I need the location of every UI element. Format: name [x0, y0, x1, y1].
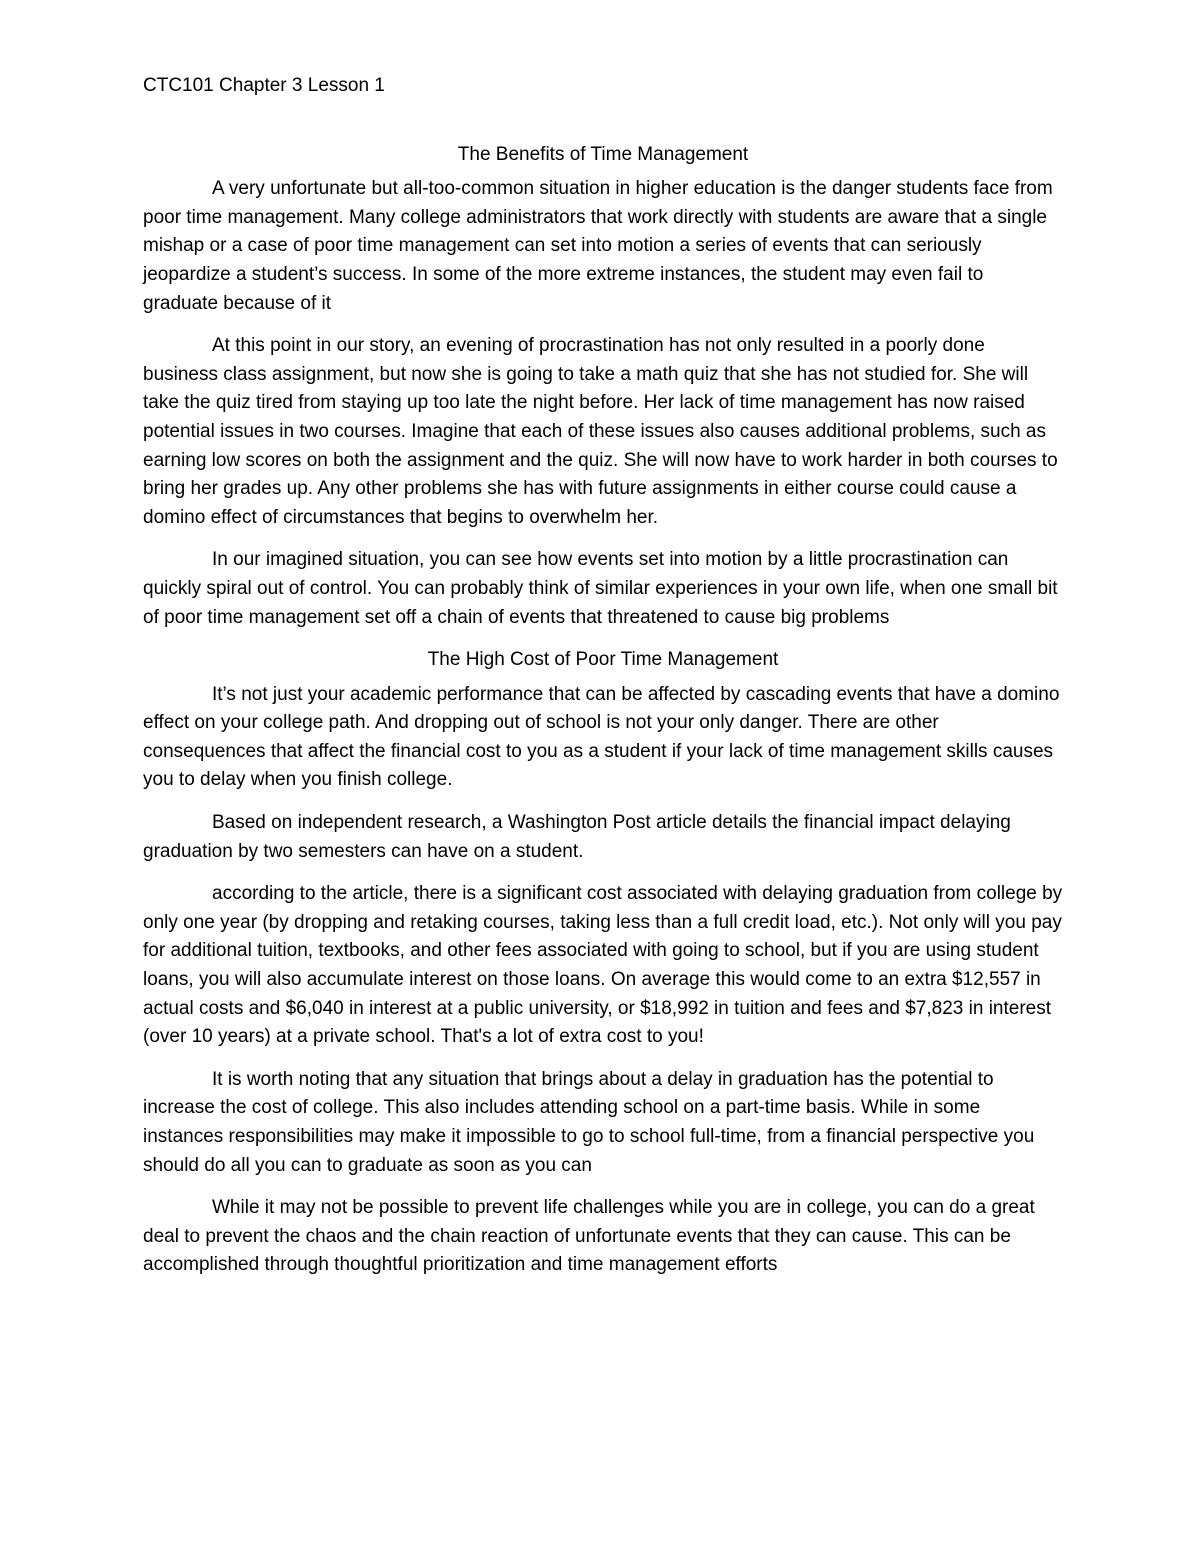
paragraph-research: Based on independent research, a Washington Post article details the financial impact delaying graduation by two semesters can have on a student. [143, 812, 1011, 862]
page-header: CTC101 Chapter 3 Lesson 1 [143, 75, 385, 96]
document-body [143, 72, 1063, 1294]
paragraph-academic-performance: It’s not just your academic performance that can be affected by cascading events that have a domino effect on your college path. And dropping out of school is not your only danger. There are other consequences that affect the financial cost to you as a student if your lack of time management skills causes you to delay when you finish college. [143, 683, 1060, 791]
paragraph-imagined-situation: In our imagined situation, you can see how events set into motion by a little procrastination can quickly spiral out of control. You can probably think of similar experiences in your own life, when one small bit of poor time management set off a chain of events that threatened to cause big problems [143, 549, 1058, 628]
paragraph-story: At this point in our story, an evening of procrastination has not only resulted in a poorly done business class assignment, but now she is going to take a math quiz that she has not studied for. She will take the quiz tired from staying up too late the night before. Her lack of time management has now raised potential issues in two courses. Imagine that each of these issues also causes additional problems, such as earning low scores on both the assignment and the quiz. She will now have to work harder in both courses to bring her grades up. Any other problems she has with future assignments in either course could cause a domino effect of circumstances that begins to overwhelm her. [143, 335, 1058, 528]
paragraph-conclusion: While it may not be possible to prevent life challenges while you are in college, you can do a great deal to prevent the chaos and the chain reaction of unfortunate events that they can cause. This can be accomplished through thoughtful prioritization and time management efforts [143, 1197, 1035, 1276]
section-heading: The High Cost of Poor Time Management [427, 649, 779, 671]
paragraph-delay-cost: It is worth noting that any situation that brings about a delay in graduation has the potential to increase the cost of college. This also includes attending school on a part-time basis. While in some instances responsibilities may make it impossible to go to school full-time, from a financial perspective you should do all you can to graduate as soon as you can [143, 1068, 1035, 1176]
paragraph-intro: A very unfortunate but all-too-common situation in higher education is the danger students face from poor time management. Many college administrators that work directly with students are aware that a single mishap or a case of poor time management can set into motion a series of events that can seriously jeopardize a student’s success. In some of the more extreme instances, the student may even fail to graduate because of it [143, 178, 1053, 314]
document-title: The Benefits of Time Management [457, 143, 749, 165]
paragraph-cost-details: according to the article, there is a significant cost associated with delaying graduation from college by only one year (by dropping and retaking courses, taking less than a full credit load, etc.). Not only will you pay for additional tuition, textbooks, and other fees associated with going to school, but if you are using student loans, you will also accumulate interest on those loans. On average this would come to an extra $12,557 in actual costs and $6,040 in interest at a public university, or $18,992 in tuition and fees and $7,823 in interest (over 10 years) at a private school. That's a lot of extra cost to you! [143, 883, 1063, 1048]
